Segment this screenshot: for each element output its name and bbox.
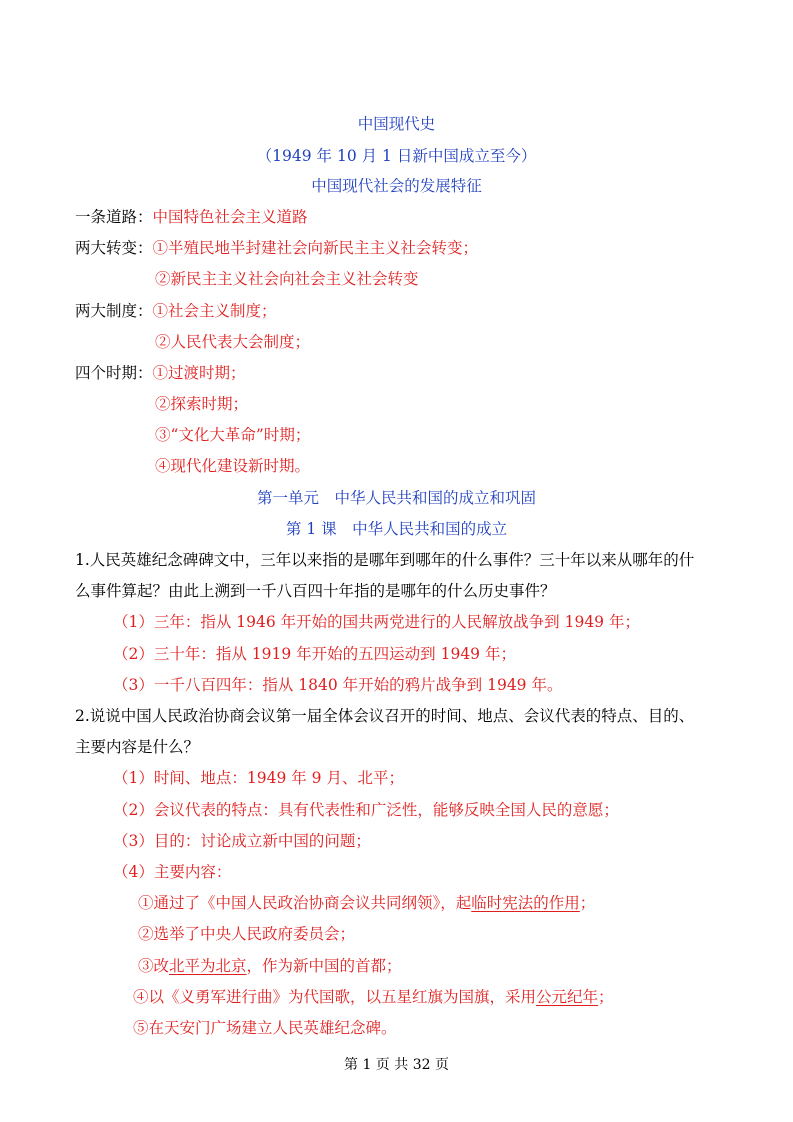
road-label: 一条道路：	[75, 208, 153, 226]
content-item-3	[138, 956, 402, 976]
road-value: 中国特色社会主义道路	[152, 208, 308, 226]
content-1-text: ①通过了《中国人民政治协商会议共同纲领》，起	[138, 894, 472, 912]
page-subtitle: （1949 年 10 月 1 日新中国成立至今）	[256, 147, 537, 165]
unit-title: 第一单元 中华人民共和国的成立和巩固	[256, 489, 536, 507]
content-item-1	[138, 893, 595, 913]
content-4-underlined: 公元纪年	[536, 988, 599, 1006]
period-1: ①过渡时期；	[152, 364, 246, 382]
q2-answer-2: （2）会议代表的特点：具有代表性和广泛性，能够反映全国人民的意愿；	[113, 801, 619, 819]
q1-answer-1: （1）三年：指从 1946 年开始的国共两党进行的人民解放战争到 1949 年；	[113, 613, 640, 631]
period-label: 四个时期：	[75, 364, 153, 382]
q2-line-1: 2.说说中国人民政治协商会议第一届全体会议召开的时间、地点、会议代表的特点、目的、	[75, 707, 695, 725]
q1-answer-2: （2）三十年：指从 1919 年开始的五四运动到 1949 年；	[113, 645, 516, 663]
section-title: 中国现代社会的发展特征	[311, 177, 482, 195]
q1-line-2: 么事件算起？由此上溯到一千八百四十年指的是哪年的什么历史事件？	[75, 582, 556, 600]
transform-1: ①半殖民地半封建社会向新民主主义社会转变；	[152, 239, 479, 257]
system-label: 两大制度：	[75, 302, 153, 320]
system-2: ②人民代表大会制度；	[155, 333, 311, 351]
period-3: ③“文化大革命”时期；	[155, 426, 311, 444]
system-1: ①社会主义制度；	[152, 302, 277, 320]
period-2: ②探索时期；	[155, 395, 249, 413]
road-line	[75, 207, 308, 227]
page-number: 第 1 页 共 32 页	[344, 1057, 449, 1073]
q2-answer-4: （4）主要内容：	[113, 863, 232, 881]
transform-line-1	[75, 238, 478, 258]
content-item-4	[133, 987, 614, 1007]
content-3-end: ，作为新中国的首都；	[246, 957, 402, 975]
period-4: ④现代化建设新时期。	[155, 457, 311, 475]
q2-line-2: 主要内容是什么？	[75, 738, 200, 756]
content-1-underlined: 临时宪法的作用	[471, 894, 580, 912]
content-item-2: ②选举了中央人民政府委员会；	[138, 925, 356, 943]
page-title: 中国现代史	[357, 115, 436, 133]
content-3-underlined: 北平为北京	[169, 957, 247, 975]
q1-answer-3: （3）一千八百四年：指从 1840 年开始的鸦片战争到 1949 年。	[113, 676, 563, 694]
content-1-end: ；	[579, 894, 596, 912]
transform-2: ②新民主主义社会向社会主义社会转变	[155, 270, 419, 288]
content-4-end: ；	[598, 988, 614, 1006]
period-line-1	[75, 363, 246, 383]
content-4-text: ④以《义勇军进行曲》为代国歌，以五星红旗为国旗，采用	[133, 988, 537, 1006]
q1-line-1: 1.人民英雄纪念碑碑文中，三年以来指的是哪年到哪年的什么事件？三十年以来从哪年的什	[75, 551, 695, 569]
q2-answer-1: （1）时间、地点：1949 年 9 月、北平；	[113, 769, 404, 787]
lesson-title: 第 1 课 中华人民共和国的成立	[285, 520, 508, 538]
content-3-text: ③改	[138, 957, 170, 975]
q2-answer-3: （3）目的：讨论成立新中国的问题；	[113, 832, 371, 850]
content-item-5: ⑤在天安门广场建立人民英雄纪念碑。	[133, 1019, 397, 1037]
system-line-1	[75, 301, 277, 321]
transform-label: 两大转变：	[75, 239, 153, 257]
